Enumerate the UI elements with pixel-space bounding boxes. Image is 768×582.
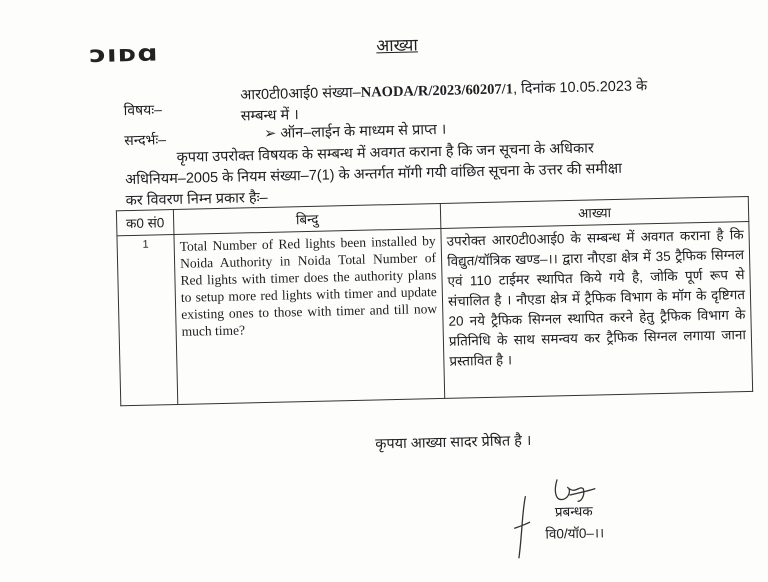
signatory-designation: प्रबन्धक [554,503,593,520]
rti-reference-number: NAODA/R/2023/60207/1 [360,81,514,101]
row-point: Total Number of Red lights been installed by Noida Authority in Noida Total Number of Red lights with timer does the authority plans to setup more red lights with timer and update existing ones to those with timer and till now much time? [174,228,445,404]
noida-logo: ɔıᴅɑ [89,39,159,68]
reply-table [116,196,753,406]
subject-line-1 [240,75,647,104]
row-reply: उपरोक्त आर0टी0आई0 के सम्बन्ध में अवगत कराना है कि विद्युत/यॉत्रिक खण्ड–।। द्वारा नौएडा क्षेत्र में 35 ट्रैफिक सिग्नल एवं 110 टाईमर स्थापित किये गये है, जोकि पूर्ण रूप से संचालित है । नौएडा क्षेत्र में ट्रैफिक विभाग के मॉग के दृष्टिगत 20 नये ट्रैफिक सिग्नल स्थापित करने हेतु ट्रैफिक विभाग के प्रतिनिधि के साथ समन्वय कर ट्रैफिक सिग्नल लगाया जाना प्रस्तावित है । [441,221,753,398]
intro-line-2: अधिनियम–2005 के नियम संख्या–7(1) के अन्तर्गत मॉगी गयी वांछित सूचना के उत्तर की समीक्षा [125,160,623,189]
signatory-office: वि0/यॉ0–।। [545,525,605,542]
subject-label: विषयः– [123,101,163,119]
subject-prefix: आर0टी0आई0 संख्या– [240,84,361,104]
intro-line-3: कर विवरण निम्न प्रकार हैः– [125,189,268,210]
table-row [117,221,753,405]
subject-line-2: सम्बन्ध में । [240,107,299,125]
intro-line-1: कृपया उपरोक्त विषयक के सम्बन्ध में अवगत कराना है कि जन सूचना के अधिकार [176,140,595,166]
header-point: बिन्दु [173,203,440,234]
header-reply: आख्या [440,196,748,228]
document-title: आख्या [376,35,419,56]
closing-text: कृपया आख्या सादर प्रेषित है । [375,432,532,453]
reference-label: सन्दर्भः– [124,131,167,149]
reference-text: ➢ ऑन–लाईन के माध्यम से प्राप्त । [264,121,447,142]
row-sr-no: 1 [117,235,178,406]
header-sr-no: क0 सं0 [116,210,174,236]
subject-date: , दिनांक 10.05.2023 के [512,78,648,98]
